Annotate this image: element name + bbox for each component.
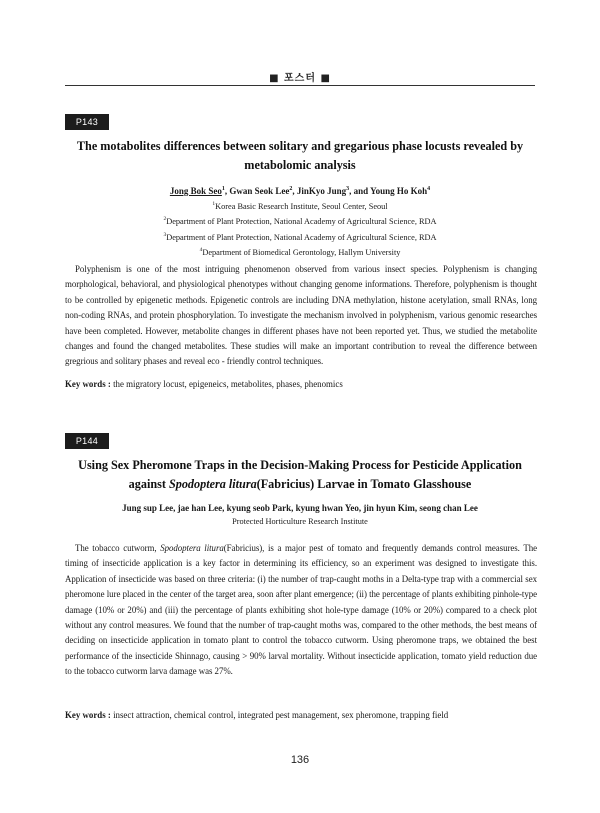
author-list: Jung sup Lee, jae han Lee, kyung seob Park, kyung hwan Yeo, jin hyun Kim, seong chan Lee bbox=[122, 503, 478, 513]
affil-mark: 3 bbox=[163, 231, 167, 238]
keywords-label: Key words : bbox=[65, 379, 111, 389]
title-segment: (Fabricius) Larvae in Tomato Glasshouse bbox=[256, 477, 472, 491]
affil-text: Department of Plant Protection, National Academy of Agricultural Science, RDA bbox=[166, 232, 437, 242]
affiliation-line bbox=[65, 244, 535, 259]
keywords-text: insect attraction, chemical control, integrated pest management, sex pheromone, trapping field bbox=[110, 710, 449, 720]
keywords-line bbox=[65, 708, 537, 722]
author-separator: , bbox=[224, 186, 230, 196]
header-divider bbox=[65, 85, 535, 86]
author-affil-mark: 3 bbox=[346, 186, 350, 192]
author-affil-mark: 1 bbox=[221, 186, 225, 192]
abstract-text bbox=[65, 541, 537, 680]
poster-id-badge: P143 bbox=[65, 114, 109, 130]
abstract-segment: (Fabricius), is a major pest of tomato and frequently demands control measures. The timing of insecticide application is a key factor in determining its efficiency, so an experiment was designed to investigate this. Application of insecticide was based on three criteria: (i) the number of trap-caught moths in a Delta-type trap with a commercial sex pheromone lure placed in the center of the target area, soon after plant emergence; (ii) the percentage of plants exhibiting pinhole-type damage (10% or 20%) and (iii) the percentage of plants exhibiting shot hole-type damage (10% or 20%) compared to a check plot without any control measures. We found that the number of trap-caught moths was, compared to the other methods, the best means of deciding on insecticide application in tomato plant to control the tobacco cutworm. Using pheromone traps, we obtained the best performance of the insecticide Shinnago, causing > 90% larval mortality. Without insecticide application, tomato yield reduction due to the tobacco cutworm larva damage was 27%. bbox=[65, 543, 537, 677]
author-name: Gwan Seok Lee bbox=[229, 186, 290, 196]
affil-mark: 2 bbox=[163, 216, 167, 223]
affiliation-line bbox=[65, 198, 535, 213]
author-name: Jong Bok Seo bbox=[169, 186, 222, 196]
species-name: Spodoptera litura bbox=[168, 477, 257, 491]
abstract-text: Polyphenism is one of the most intriguing phenomenon observed from various insect species. Polyphenism is changing morphological, behavioral, and physiological phenotypes without changing genome informations. Therefore, polyphenism is thought to be controlled by epigenetic methods. Epigenetic controls are including DNA methylation, histone acetylation, small RNAs, long non-coding RNAs, and protein phosphorylation. To investigate the mechanism involved in polyphenism, various genomic researches have been completed. However, metabolite changes in different phases have not been reported yet. Thus, we studied the metabolite changes and found the changed metabolites. These studies will make an important contribution to reveal the difference between gregrious and solitary phases and reveal eco - friendly control techniques. bbox=[65, 264, 537, 367]
poster-id-badge: P144 bbox=[65, 433, 109, 449]
affil-text: Department of Plant Protection, National Academy of Agricultural Science, RDA bbox=[166, 217, 437, 227]
author-separator: , and bbox=[349, 186, 371, 196]
affil-text: Department of Biomedical Gerontology, Hallym University bbox=[202, 247, 401, 257]
affiliation-line bbox=[65, 213, 535, 228]
affiliation-list bbox=[65, 198, 535, 259]
affil-text: Korea Basic Research Institute, Seoul Center, Seoul bbox=[215, 201, 388, 211]
title-line: Using Sex Pheromone Traps in the Decision-Making Process for Pesticide Application bbox=[78, 458, 522, 472]
title-line: The motabolites differences between solitary and gregarious phase locusts revealed by bbox=[76, 139, 524, 153]
species-name: Spodoptera litura bbox=[160, 543, 224, 553]
affiliation-line bbox=[65, 229, 535, 244]
author-name: Young Ho Koh bbox=[370, 186, 428, 196]
affiliation-line: Protected Horticulture Research Institute bbox=[232, 517, 368, 526]
title-segment: against bbox=[128, 477, 169, 491]
keywords-label: Key words : bbox=[65, 710, 111, 720]
author-name: JinKyo Jung bbox=[296, 186, 347, 196]
page-number: 136 bbox=[290, 754, 310, 766]
title-line: metabolomic analysis bbox=[244, 158, 356, 172]
author-affil-mark: 4 bbox=[427, 186, 431, 192]
paper-title bbox=[65, 456, 535, 494]
section-header: ■ 포스터 ■ bbox=[269, 73, 331, 84]
keywords-line bbox=[65, 377, 537, 391]
title-line bbox=[65, 475, 535, 494]
paper-title bbox=[65, 137, 535, 175]
affil-mark: 1 bbox=[212, 201, 216, 207]
author-affil-mark: 2 bbox=[289, 186, 293, 192]
abstract-segment: The tobacco cutworm, bbox=[75, 543, 161, 553]
author-list bbox=[65, 183, 535, 197]
author-separator: , bbox=[292, 186, 297, 196]
affil-mark: 4 bbox=[199, 246, 203, 253]
keywords-text: the migratory locust, epigeneics, metabolites, phases, phenomics bbox=[110, 379, 343, 389]
